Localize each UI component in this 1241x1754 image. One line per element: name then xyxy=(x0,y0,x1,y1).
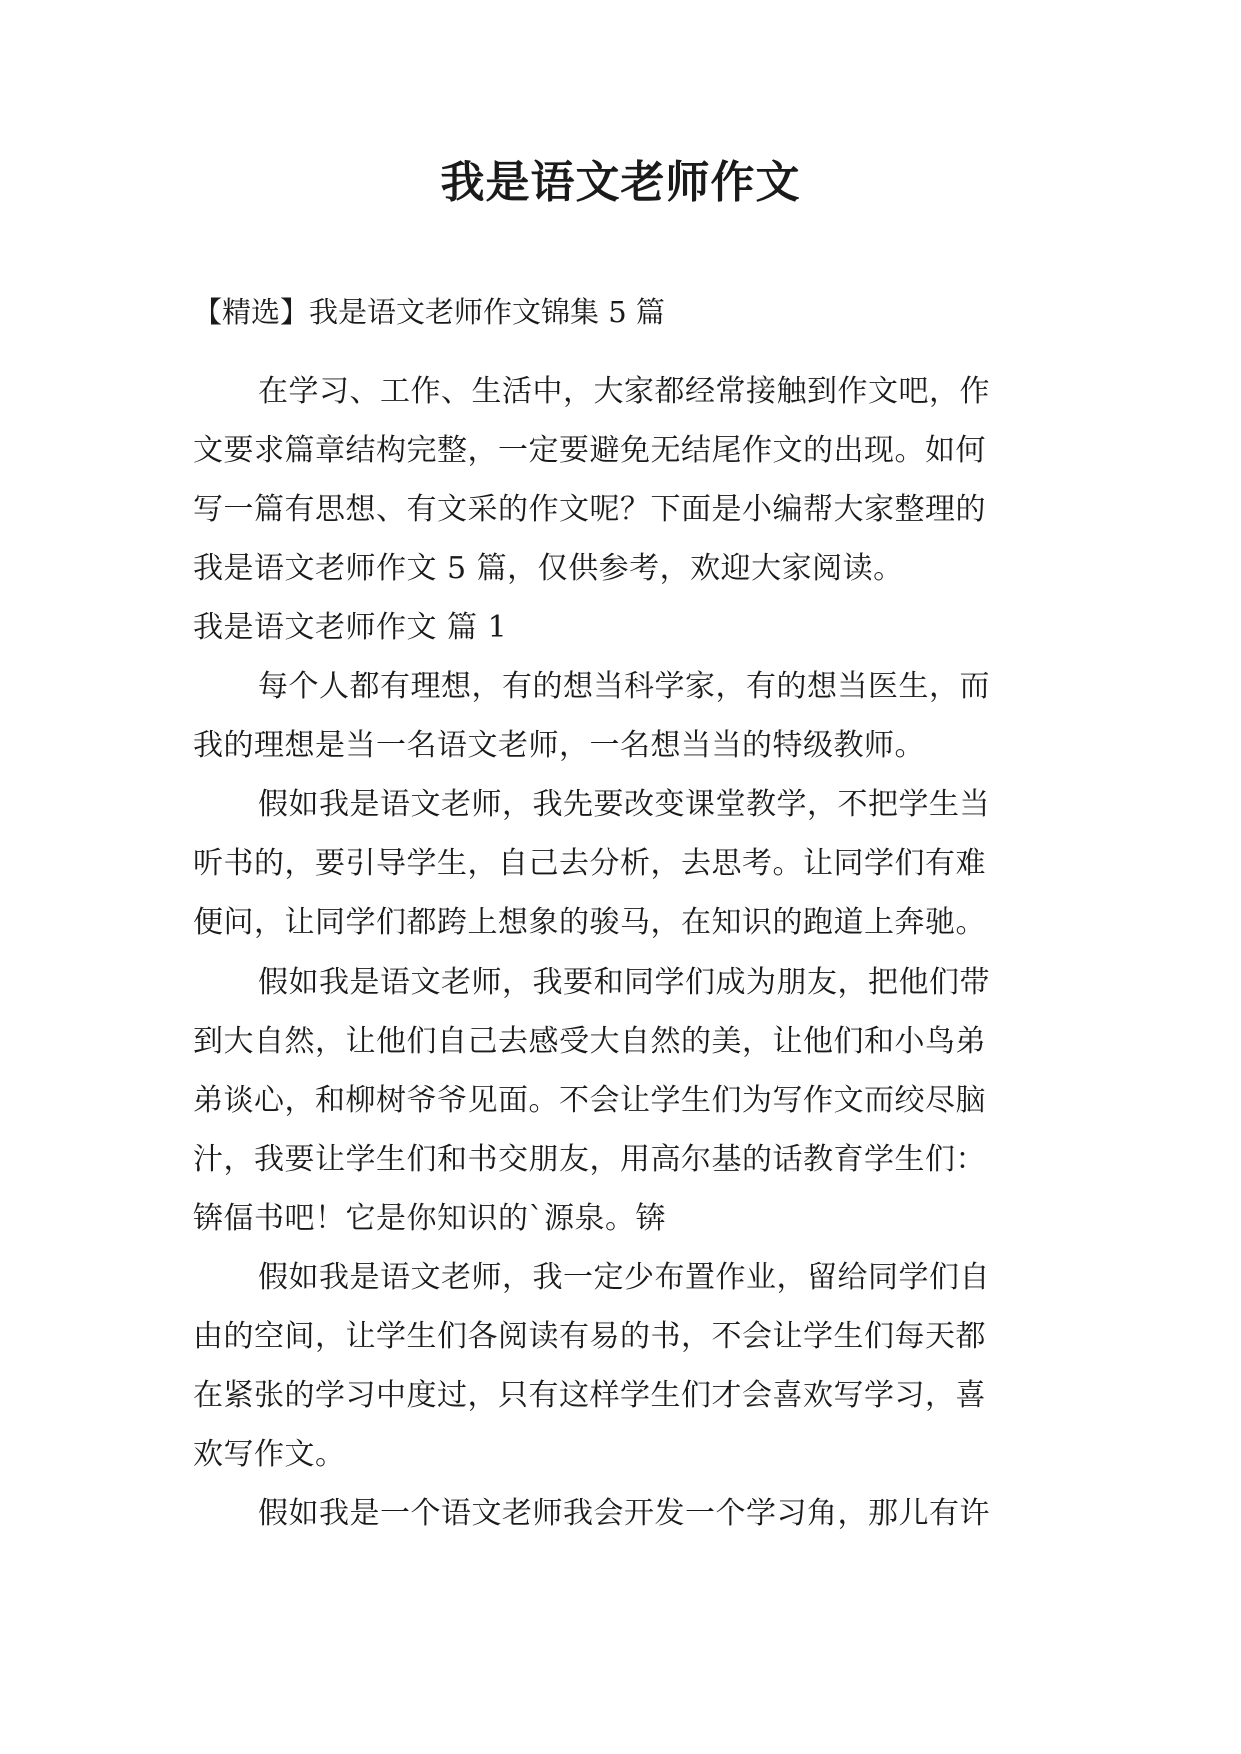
paragraph-line: 便问，让同学们都跨上想象的骏马，在知识的跑道上奔驰。 xyxy=(193,905,986,940)
paragraph-line: 假如我是语文老师，我先要改变课堂教学，不把学生当 xyxy=(258,787,990,822)
paragraph-line: 汁，我要让学生们和书交朋友，用高尔基的话教育学生们： xyxy=(193,1142,986,1177)
paragraph-line: 弟谈心，和柳树爷爷见面。不会让学生们为写作文而绞尽脑 xyxy=(193,1083,986,1118)
document-subtitle: 【精选】我是语文老师作文锦集 5 篇 xyxy=(193,295,665,329)
paragraph-line: 写一篇有思想、有文采的作文呢？下面是小编帮大家整理的 xyxy=(193,492,986,527)
paragraph-line: 每个人都有理想，有的想当科学家，有的想当医生，而 xyxy=(258,669,990,704)
paragraph-line: 假如我是语文老师，我一定少布置作业，留给同学们自 xyxy=(258,1260,990,1295)
paragraph-line: 假如我是语文老师，我要和同学们成为朋友，把他们带 xyxy=(258,965,990,1000)
paragraph-line: 欢写作文。 xyxy=(193,1437,346,1472)
paragraph-line: 我的理想是当一名语文老师，一名想当当的特级教师。 xyxy=(193,728,925,763)
paragraph-line: 到大自然，让他们自己去感受大自然的美，让他们和小鸟弟 xyxy=(193,1024,986,1059)
paragraph-line: 在紧张的学习中度过，只有这样学生们才会喜欢写学习，喜 xyxy=(193,1378,986,1413)
paragraph-line: 文要求篇章结构完整，一定要避免无结尾作文的出现。如何 xyxy=(193,433,986,468)
section-heading: 我是语文老师作文 篇 1 xyxy=(193,610,508,645)
paragraph-line: 在学习、工作、生活中，大家都经常接触到作文吧，作 xyxy=(258,374,990,409)
paragraph-line: 由的空间，让学生们各阅读有易的书，不会让学生们每天都 xyxy=(193,1319,986,1354)
paragraph-line: 锛偪书吧！它是你知识的`源泉。锛 xyxy=(193,1201,666,1236)
document-title: 我是语文老师作文 xyxy=(440,157,801,208)
paragraph-line: 听书的，要引导学生，自己去分析，去思考。让同学们有难 xyxy=(193,846,986,881)
paragraph-line: 假如我是一个语文老师我会开发一个学习角，那儿有许 xyxy=(258,1496,990,1531)
paragraph-line: 我是语文老师作文 5 篇，仅供参考，欢迎大家阅读。 xyxy=(193,551,904,586)
